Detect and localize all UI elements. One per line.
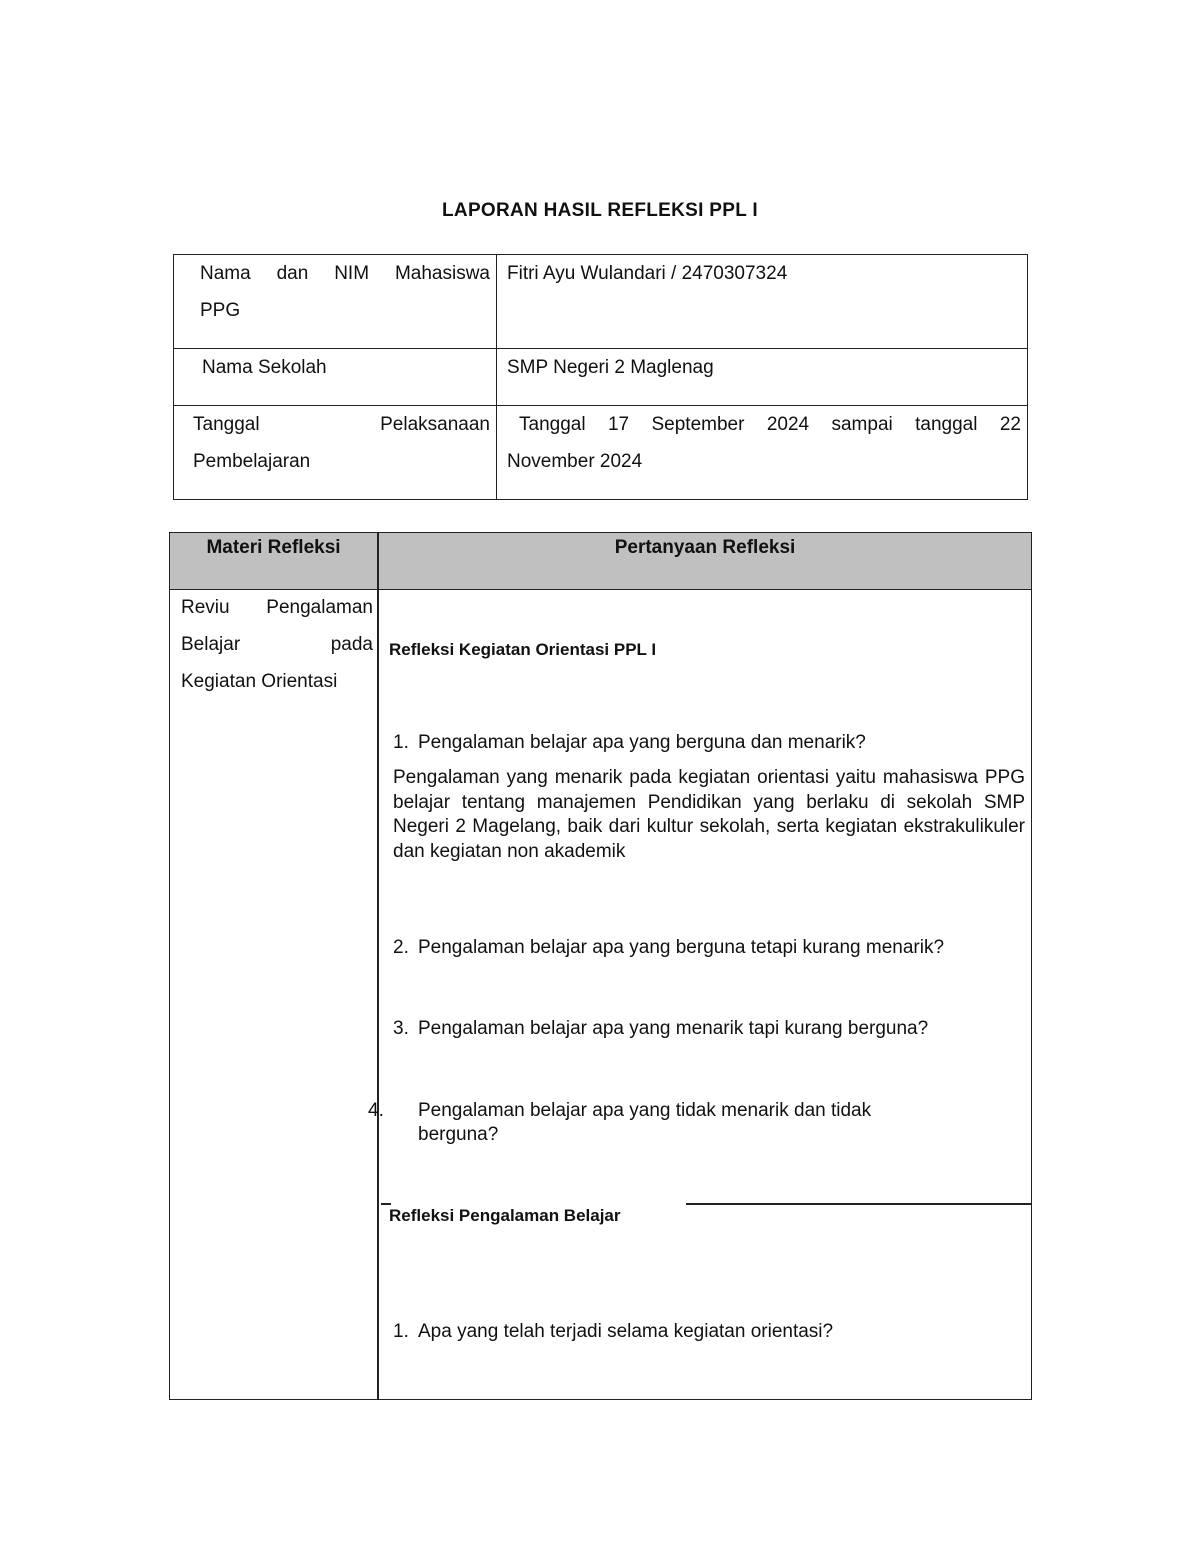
date-value-cell bbox=[497, 406, 1028, 500]
question-3-number: 3. bbox=[393, 1018, 409, 1039]
materi-line2: Belajar pada bbox=[181, 634, 373, 655]
date-label-cell bbox=[174, 406, 497, 500]
question-1 bbox=[393, 731, 1025, 755]
materi-cell bbox=[181, 589, 373, 700]
date-label-line1: Tanggal Pelaksanaan bbox=[193, 414, 490, 435]
name-value: Fitri Ayu Wulandari / 2470307324 bbox=[507, 263, 788, 284]
question-4-text: Pengalaman belajar apa yang tidak menarik dan tidak berguna? bbox=[418, 1100, 872, 1145]
question-2 bbox=[393, 936, 1025, 960]
cell-border-stub bbox=[381, 1203, 391, 1205]
section1-title: Refleksi Kegiatan Orientasi PPL I bbox=[389, 640, 657, 659]
reflection-table bbox=[169, 532, 1032, 1400]
section2-title: Refleksi Pengalaman Belajar bbox=[389, 1206, 621, 1225]
question-5 bbox=[393, 1320, 1025, 1344]
date-row bbox=[174, 406, 1028, 500]
question-3 bbox=[393, 1017, 1025, 1041]
school-label-cell bbox=[174, 349, 497, 406]
question-4-number: 4. bbox=[368, 1100, 384, 1121]
name-label-line2: PPG bbox=[200, 300, 241, 321]
question-2-number: 2. bbox=[393, 937, 409, 958]
header-pertanyaan: Pertanyaan Refleksi bbox=[614, 537, 796, 558]
identity-table bbox=[173, 254, 1028, 500]
question-5-number: 1. bbox=[393, 1321, 409, 1342]
date-value-line2: November 2024 bbox=[507, 451, 643, 472]
column-divider bbox=[377, 533, 379, 1399]
question-5-text: Apa yang telah terjadi selama kegiatan orientasi? bbox=[418, 1321, 834, 1342]
question-3-text: Pengalaman belajar apa yang menarik tapi kurang berguna? bbox=[418, 1018, 929, 1039]
school-row bbox=[174, 349, 1028, 406]
school-value-cell bbox=[497, 349, 1028, 406]
question-4 bbox=[368, 1099, 953, 1147]
materi-line3: Kegiatan Orientasi bbox=[181, 671, 338, 692]
cell-border bbox=[686, 1203, 1031, 1205]
header-materi: Materi Refleksi bbox=[206, 537, 341, 558]
name-label-line1: Nama dan NIM Mahasiswa bbox=[200, 263, 490, 284]
date-value-line1: Tanggal 17 September 2024 sampai tanggal 22 bbox=[519, 414, 1021, 435]
name-value-cell bbox=[497, 255, 1028, 349]
answer-1: Pengalaman yang menarik pada kegiatan orientasi yaitu mahasiswa PPG belajar tentang manajemen Pendidikan yang berlaku di sekolah SMP Negeri 2 Magelang, baik dari kultur sekolah, serta kegiatan ekstrakulikuler dan kegiatan non akademik bbox=[393, 767, 1025, 862]
name-label-cell bbox=[174, 255, 497, 349]
date-label-line2: Pembelajaran bbox=[193, 451, 311, 472]
question-1-text: Pengalaman belajar apa yang berguna dan menarik? bbox=[418, 732, 866, 753]
question-2-text: Pengalaman belajar apa yang berguna tetapi kurang menarik? bbox=[418, 937, 945, 958]
page-title: LAPORAN HASIL REFLEKSI PPL I bbox=[442, 200, 758, 221]
materi-line1: Reviu Pengalaman bbox=[181, 597, 373, 618]
school-value: SMP Negeri 2 Maglenag bbox=[507, 357, 714, 378]
name-row bbox=[174, 255, 1028, 349]
school-label: Nama Sekolah bbox=[202, 357, 327, 378]
question-1-number: 1. bbox=[393, 732, 409, 753]
